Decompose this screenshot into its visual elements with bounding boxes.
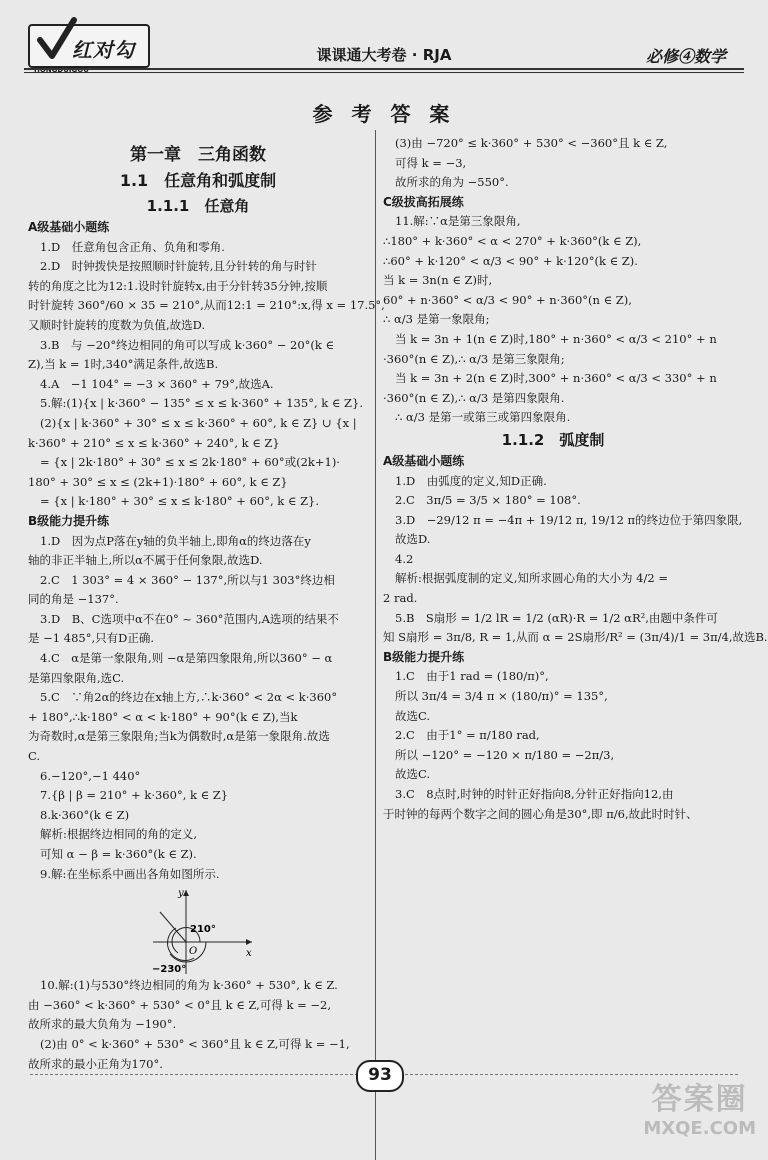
answer-line: 2.D 时钟拨快是按照顺时针旋转,且分针转的角与时针 bbox=[40, 259, 317, 274]
answer-line: 轴的非正半轴上,所以α不属于任何象限,故选D. bbox=[28, 553, 263, 568]
section-label: A级基础小题练 bbox=[383, 453, 465, 468]
answer-line: 9.解:在坐标系中画出各角如图所示. bbox=[40, 866, 220, 881]
answer-line: ∴180° + k·360° < α < 270° + k·360°(k ∈ Z), bbox=[383, 233, 642, 248]
section-heading: 1.1 任意角和弧度制 bbox=[119, 171, 277, 190]
answer-line: 故选D. bbox=[395, 532, 431, 547]
section-label: A级基础小题练 bbox=[28, 220, 110, 234]
answer-line: 故所求的最大负角为 −190°. bbox=[28, 1017, 177, 1032]
right-answer-lines-bottom bbox=[383, 452, 768, 824]
answer-line: ·360°(n ∈ Z),∴ α/3 是第三象限角; bbox=[383, 351, 565, 366]
answer-line: 4.C α是第一象限角,则 −α是第四象限角,所以360° − α bbox=[40, 651, 333, 666]
logo-subtext: HONGDUIGOU bbox=[34, 66, 89, 74]
answer-line: 由 −360° < k·360° + 530° < 0°且 k ∈ Z,可得 k = −2, bbox=[28, 997, 331, 1012]
page-footer bbox=[30, 1060, 738, 1090]
answer-line: 所以 −120° = −120 × π/180 = −2π/3, bbox=[395, 747, 615, 762]
answer-line: 解析:根据终边相同的角的定义, bbox=[40, 827, 198, 842]
answer-line: k·360° + 210° ≤ x ≤ k·360° + 240°, k ∈ Z} bbox=[28, 435, 280, 450]
page-number: 93 bbox=[356, 1060, 404, 1092]
header-subject: 必修④数学 bbox=[645, 47, 726, 66]
answer-line: 解析:根据弧度制的定义,知所求圆心角的大小为 4/2 = bbox=[395, 571, 668, 586]
answer-line: 为奇数时,α是第三象限角;当k为偶数时,α是第一象限角.故选 bbox=[28, 729, 330, 744]
right-answer-lines-top bbox=[383, 134, 723, 428]
watermark bbox=[643, 1074, 756, 1139]
answer-line: 4.A −1 104° = −3 × 360° + 79°,故选A. bbox=[40, 376, 274, 391]
answer-line: Z),当 k = 1时,340°满足条件,故选B. bbox=[28, 357, 219, 372]
answer-line: 6.−120°,−1 440° bbox=[40, 768, 141, 783]
answer-line: (2){x | k·360° + 30° ≤ x ≤ k·360° + 60°, k ∈ Z} ∪ {x | bbox=[40, 415, 357, 430]
page-header bbox=[0, 0, 768, 86]
answer-line: 可知 α − β = k·360°(k ∈ Z). bbox=[40, 847, 197, 861]
answer-line: 10.解:(1)与530°终边相同的角为 k·360° + 530°, k ∈ Z. bbox=[40, 978, 338, 993]
answer-line: 故选C. bbox=[395, 708, 431, 723]
answer-line: = {x | 2k·180° + 30° ≤ x ≤ 2k·180° + 60°或(2k+1)· bbox=[40, 455, 340, 470]
column-divider bbox=[375, 130, 376, 1160]
answer-line: ∴60° + k·120° < α/3 < 90° + k·120°(k ∈ Z). bbox=[383, 253, 638, 268]
watermark-logo-text: 答案圈 bbox=[651, 1082, 748, 1117]
answer-line: 转的角度之比为12:1.设时针旋转x,由于分针转35分钟,按顺 bbox=[28, 278, 328, 293]
section-label: B级能力提升练 bbox=[28, 513, 110, 528]
header-rule bbox=[24, 68, 744, 73]
left-column bbox=[28, 140, 385, 1074]
angle-label-neg230: −230° bbox=[152, 964, 187, 976]
page-title: 参 考 答 案 bbox=[312, 102, 456, 126]
answer-line: 可得 k = −3, bbox=[395, 155, 467, 170]
angle-label-210: 210° bbox=[190, 924, 216, 936]
answer-line: 180° + 30° ≤ x ≤ (2k+1)·180° + 60°, k ∈ Z} bbox=[28, 474, 288, 489]
answer-line: 5.C ∵角2α的终边在x轴上方,∴k·360° < 2α < k·360° bbox=[40, 690, 338, 705]
watermark-url: MXQE.COM bbox=[643, 1118, 756, 1139]
section-label: B级能力提升练 bbox=[383, 649, 465, 664]
subsection-heading: 1.1.1 任意角 bbox=[146, 197, 250, 215]
left-answer-lines bbox=[28, 218, 385, 884]
answer-line: 1.D 由弧度的定义,知D正确. bbox=[395, 473, 547, 488]
answer-line: 11.解:∵α是第三象限角, bbox=[395, 214, 521, 229]
answer-line: 故所求的角为 −550°. bbox=[395, 175, 509, 190]
answer-line: 2.C 3π/5 = 3/5 × 180° = 108°. bbox=[395, 493, 581, 508]
answer-line: 故所求的最小正角为170°. bbox=[28, 1056, 163, 1071]
answer-line: 是第四象限角,选C. bbox=[28, 670, 125, 685]
answer-line: = {x | k·180° + 30° ≤ x ≤ k·180° + 60°, k ∈ Z}. bbox=[40, 494, 320, 509]
answer-line: (3)由 −720° ≤ k·360° + 530° < −360°且 k ∈ Z, bbox=[395, 136, 668, 150]
y-axis-label: y bbox=[178, 888, 184, 900]
answer-line: 于时钟的每两个数字之间的圆心角是30°,即 π/6,故此时时针、 bbox=[383, 806, 698, 821]
answer-line: ∴ α/3 是第一或第三或第四象限角. bbox=[395, 410, 571, 425]
origin-label: O bbox=[189, 946, 198, 958]
subsection-heading-radian: 1.1.2 弧度制 bbox=[501, 430, 605, 449]
answer-line: ∴ α/3 是第一象限角; bbox=[383, 312, 490, 327]
answer-line: 当 k = 3n + 1(n ∈ Z)时,180° + n·360° < α/3 < 210° + n bbox=[395, 331, 717, 346]
answer-line: 同的角是 −137°. bbox=[28, 592, 119, 607]
x-axis-label: x bbox=[246, 948, 252, 960]
chapter-heading: 第一章 三角函数 bbox=[130, 145, 266, 165]
answer-line: 1.C 由于1 rad = (180/π)°, bbox=[395, 669, 549, 684]
section-label: C级拔高拓展练 bbox=[383, 194, 464, 209]
answer-line: 2 rad. bbox=[383, 591, 418, 606]
answer-line: ·360°(n ∈ Z),∴ α/3 是第四象限角. bbox=[383, 390, 565, 405]
answer-line: 3.D −29/12 π = −4π + 19/12 π, 19/12 π的终边位于第四象限, bbox=[395, 512, 743, 527]
answer-line: 3.B 与 −20°终边相同的角可以写成 k·360° − 20°(k ∈ bbox=[40, 337, 335, 352]
logo-text: 红对勾 bbox=[72, 38, 135, 62]
answer-line: (2)由 0° < k·360° + 530° < 360°且 k ∈ Z,可得 k = −1, bbox=[40, 1036, 350, 1051]
answer-line: 5.解:(1){x | k·360° − 135° ≤ x ≤ k·360° + 135°, k ∈ Z}. bbox=[40, 396, 364, 411]
answer-line: 7.{β | β = 210° + k·360°, k ∈ Z} bbox=[40, 788, 229, 803]
answer-line: 8.k·360°(k ∈ Z) bbox=[40, 807, 130, 822]
answer-line: + 180°,∴k·180° < α < k·180° + 90°(k ∈ Z),当k bbox=[28, 709, 298, 724]
header-series-title: 课课通大考卷 · RJA bbox=[316, 46, 452, 64]
answer-line: 知 S扇形 = 3π/8, R = 1,从而 α = 2S扇形/R² = (3π/4)/1 = 3π/4,故选B. bbox=[383, 630, 768, 645]
answer-line: 时针旋转 360°/60 × 35 = 210°,从而12:1 = 210°:x,得 x = 17.5°, bbox=[28, 298, 385, 313]
answer-line: 是 −1 485°,只有D正确. bbox=[28, 631, 154, 646]
answer-line: 又顺时针旋转的度数为负值,故选D. bbox=[28, 317, 206, 332]
answer-line: 2.C 由于1° = π/180 rad, bbox=[395, 728, 540, 743]
answer-line: 4.2 bbox=[395, 551, 414, 566]
coordinate-diagram bbox=[148, 884, 258, 976]
answer-line: 所以 3π/4 = 3/4 π × (180/π)° = 135°, bbox=[395, 689, 608, 704]
answer-line: 当 k = 3n(n ∈ Z)时, bbox=[383, 273, 493, 288]
answer-line: 60° + n·360° < α/3 < 90° + n·360°(n ∈ Z), bbox=[383, 292, 632, 307]
answer-line: 2.C 1 303° = 4 × 360° − 137°,所以与1 303°终边相 bbox=[40, 572, 335, 587]
answer-line: 1.D 因为点P落在y轴的负半轴上,即角α的终边落在y bbox=[40, 533, 311, 548]
answer-line: 3.D B、C选项中α不在0° ~ 360°范围内,A选项的结果不 bbox=[40, 611, 339, 626]
answer-line: 3.C 8点时,时钟的时针正好指向8,分针正好指向12,由 bbox=[395, 787, 674, 801]
answer-line: 故选C. bbox=[395, 767, 431, 782]
answer-line: 1.D 任意角包含正角、负角和零角. bbox=[40, 239, 225, 254]
answer-line: 当 k = 3n + 2(n ∈ Z)时,300° + n·360° < α/3 < 330° + n bbox=[395, 371, 717, 386]
angle-figure bbox=[28, 884, 368, 976]
answer-line: C. bbox=[28, 749, 41, 764]
answer-line: 5.B S扇形 = 1/2 lR = 1/2 (αR)·R = 1/2 αR²,由题中条件可 bbox=[395, 610, 718, 625]
right-column bbox=[383, 134, 768, 824]
